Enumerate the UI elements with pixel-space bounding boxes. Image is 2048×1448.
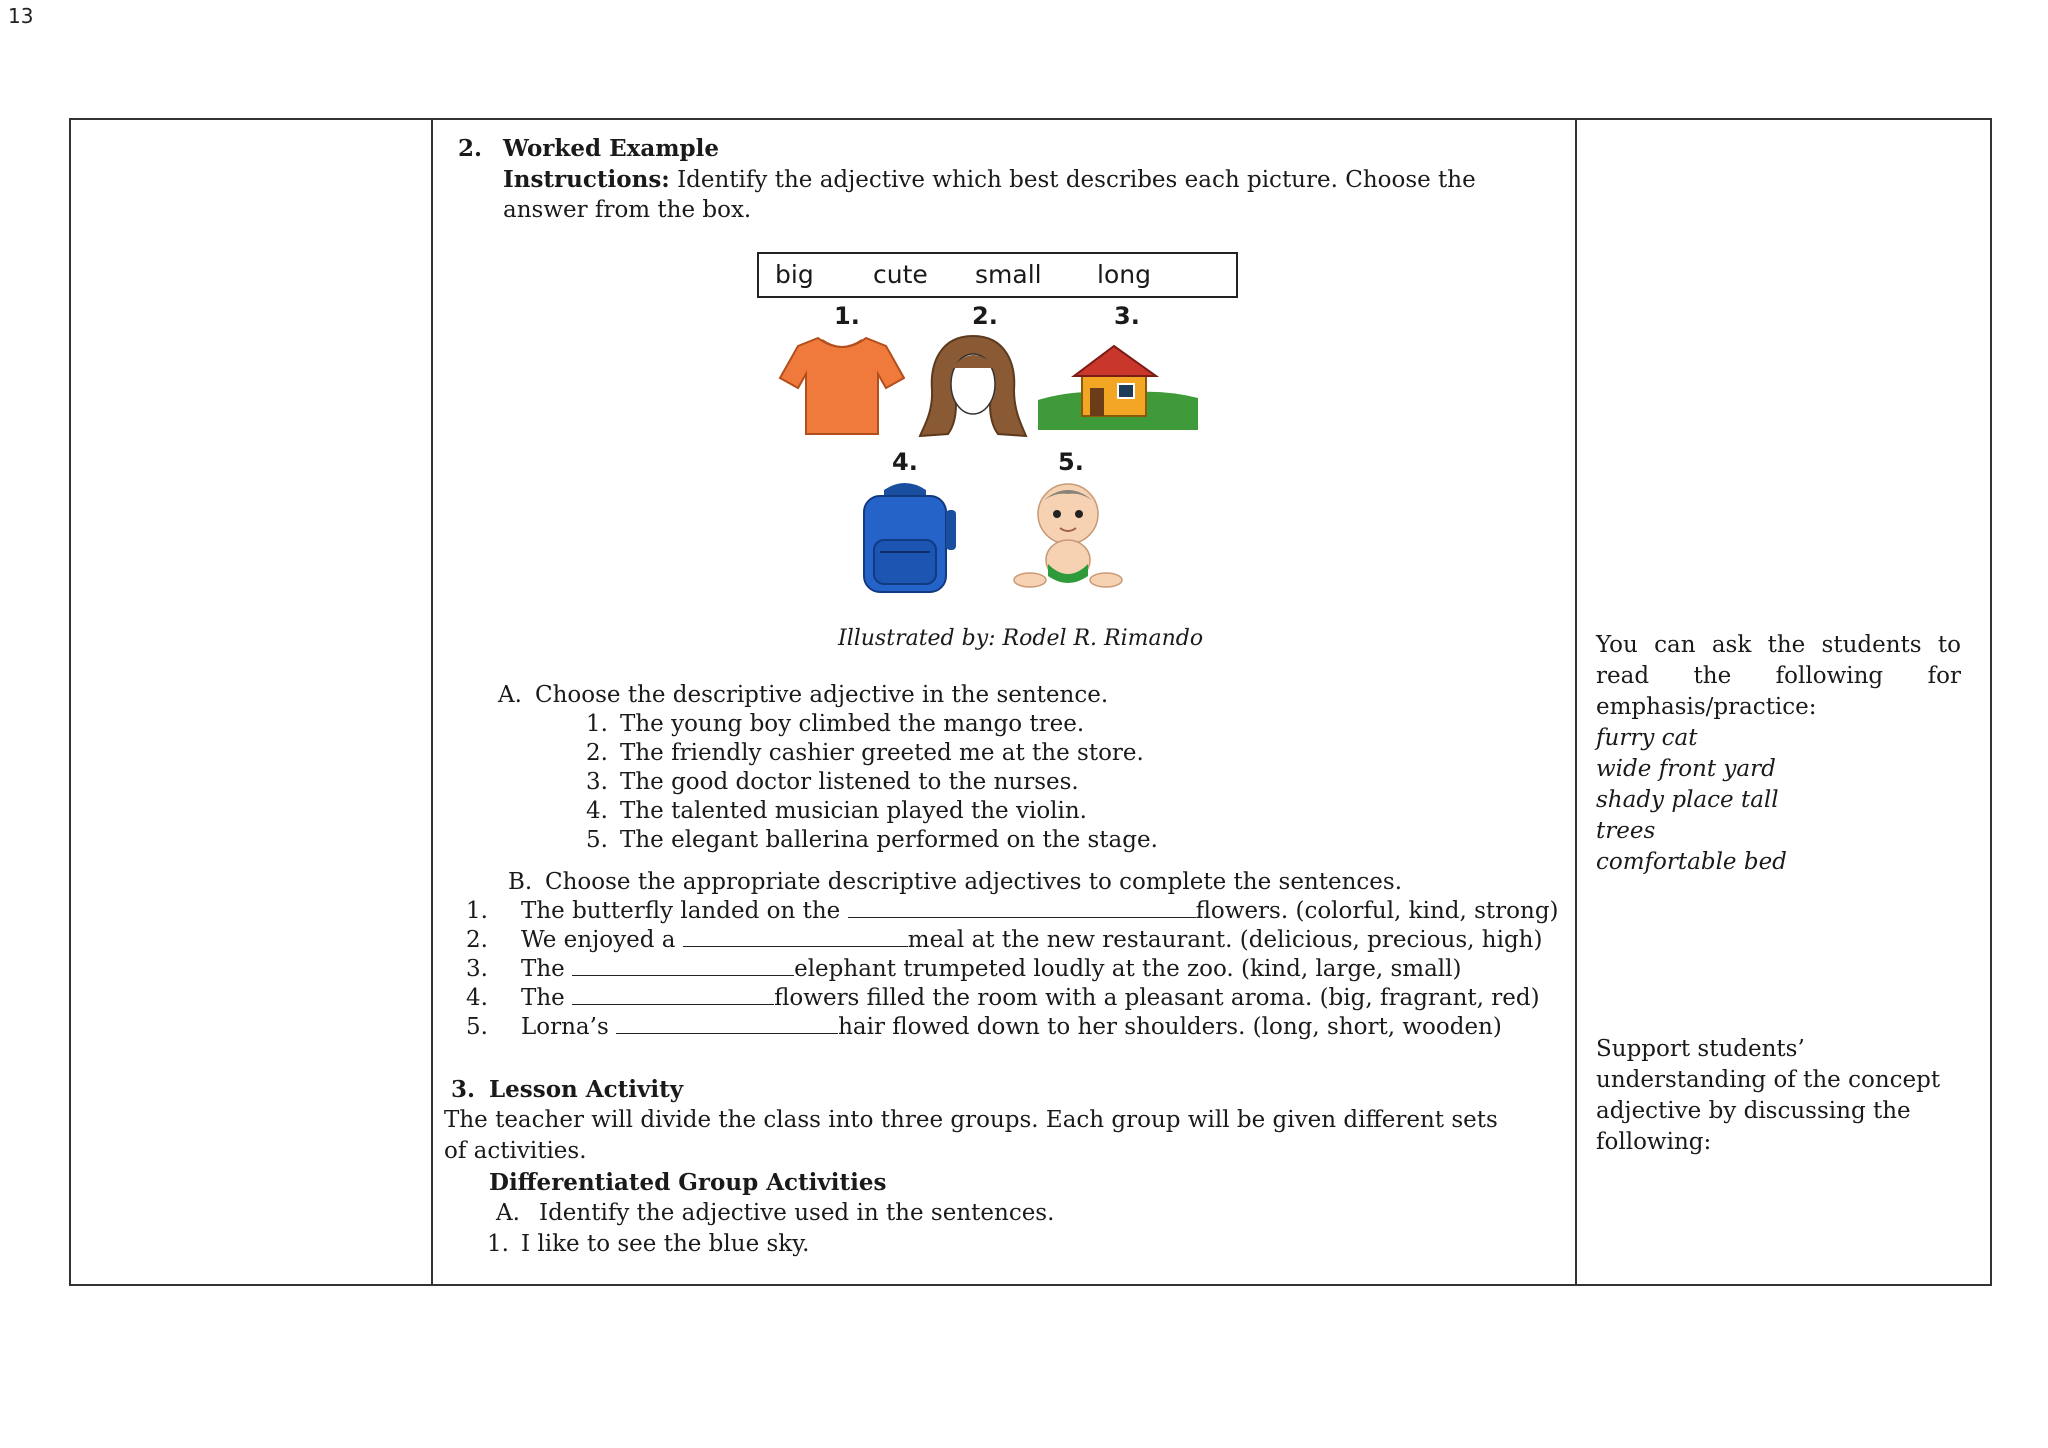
part-b-item-number: 2. <box>466 927 488 953</box>
note-line: following: <box>1596 1129 1712 1155</box>
sentence-start: The <box>521 985 573 1011</box>
instructions-text: Identify the adjective which best describes each picture. Choose the <box>677 167 1476 193</box>
part-b-item <box>521 984 1540 1013</box>
baby-icon <box>1010 480 1126 596</box>
house-icon <box>1038 344 1198 430</box>
picture-number: 2. <box>972 302 998 330</box>
worked-example-number: 2. <box>458 135 483 162</box>
teacher-note-concept <box>1596 1034 1961 1158</box>
part-a-label: A. <box>498 682 522 708</box>
page-number: 13 <box>8 4 34 28</box>
part-a-item: The good doctor listened to the nurses. <box>620 769 1079 795</box>
instructions-line-2: answer from the box. <box>503 197 752 223</box>
column-divider <box>1575 120 1577 1284</box>
answer-blank[interactable] <box>572 955 794 976</box>
sentence-end: elephant trumpeted loudly at the zoo. (kind, large, small) <box>794 956 1462 982</box>
column-divider <box>431 120 433 1284</box>
instructions-line-1 <box>503 165 1476 195</box>
worked-example-title: Worked Example <box>503 135 720 162</box>
hair-icon <box>918 334 1028 438</box>
part-b-item <box>521 1013 1502 1042</box>
word-option: small <box>975 260 1042 289</box>
part-b-item-number: 1. <box>466 898 488 924</box>
part-a-heading: Choose the descriptive adjective in the sentence. <box>535 682 1109 708</box>
part-a-item-number: 1. <box>586 711 608 737</box>
lesson-activity-text: The teacher will divide the class into three groups. Each group will be given different sets <box>444 1107 1498 1133</box>
practice-example: trees <box>1596 818 1656 844</box>
part-a-item: The elegant ballerina performed on the stage. <box>620 827 1158 853</box>
part-b-item <box>521 955 1461 984</box>
lesson-activity-text: of activities. <box>444 1138 587 1164</box>
part-b-item <box>521 897 1559 926</box>
part-b-item <box>521 926 1542 955</box>
activity-item-number: 1. <box>487 1231 509 1257</box>
activity-item: I like to see the blue sky. <box>521 1231 810 1257</box>
part-a-item-number: 2. <box>586 740 608 766</box>
note-line: understanding of the concept <box>1596 1067 1941 1093</box>
activity-a-text: Identify the adjective used in the sentences. <box>539 1200 1055 1226</box>
part-a-item-number: 4. <box>586 798 608 824</box>
part-b-item-number: 3. <box>466 956 488 982</box>
activity-a-label: A. <box>496 1200 520 1226</box>
sentence-end: flowers. (colorful, kind, strong) <box>1195 898 1559 924</box>
picture-number: 1. <box>834 302 860 330</box>
picture-number: 4. <box>892 448 918 476</box>
note-line: You can ask the students to <box>1596 632 1961 658</box>
part-b-item-number: 4. <box>466 985 488 1011</box>
answer-blank[interactable] <box>616 1013 838 1034</box>
note-line: Support students’ <box>1596 1036 1805 1062</box>
practice-example: wide front yard <box>1596 756 1776 782</box>
backpack-icon <box>850 480 960 596</box>
lesson-activity-number: 3. <box>451 1076 476 1103</box>
part-b-item-number: 5. <box>466 1014 488 1040</box>
instructions-label: Instructions: <box>503 166 670 193</box>
note-line: emphasis/practice: <box>1596 694 1817 720</box>
part-a-item: The talented musician played the violin. <box>620 798 1087 824</box>
tshirt-icon <box>778 334 906 438</box>
part-a-item-number: 3. <box>586 769 608 795</box>
word-option: long <box>1097 260 1151 289</box>
answer-blank[interactable] <box>683 926 908 947</box>
illustration-credit: Illustrated by: Rodel R. Rimando <box>838 626 1204 651</box>
word-option: cute <box>873 260 928 289</box>
picture-number: 3. <box>1114 302 1140 330</box>
part-a-item: The friendly cashier greeted me at the store. <box>620 740 1144 766</box>
word-choice-box <box>757 252 1238 298</box>
practice-example: comfortable bed <box>1596 849 1787 875</box>
practice-example: shady place tall <box>1596 787 1779 813</box>
teacher-note-emphasis <box>1596 630 1961 878</box>
group-activities-title: Differentiated Group Activities <box>489 1169 887 1196</box>
part-b-label: B. <box>508 869 533 895</box>
sentence-start: We enjoyed a <box>521 927 683 953</box>
part-b-heading: Choose the appropriate descriptive adjectives to complete the sentences. <box>545 869 1403 895</box>
answer-blank[interactable] <box>848 897 1196 918</box>
lesson-activity-title: Lesson Activity <box>489 1076 684 1103</box>
note-line: read the following for <box>1596 663 1961 689</box>
sentence-end: hair flowed down to her shoulders. (long, short, wooden) <box>838 1014 1502 1040</box>
sentence-end: meal at the new restaurant. (delicious, precious, high) <box>907 927 1543 953</box>
sentence-start: The butterfly landed on the <box>521 898 848 924</box>
part-a-item-number: 5. <box>586 827 608 853</box>
sentence-start: The <box>521 956 573 982</box>
practice-example: furry cat <box>1596 725 1698 751</box>
picture-number: 5. <box>1058 448 1084 476</box>
note-line: adjective by discussing the <box>1596 1098 1911 1124</box>
sentence-start: Lorna’s <box>521 1014 617 1040</box>
word-option: big <box>775 260 814 289</box>
sentence-end: flowers filled the room with a pleasant aroma. (big, fragrant, red) <box>774 985 1540 1011</box>
part-a-item: The young boy climbed the mango tree. <box>620 711 1085 737</box>
answer-blank[interactable] <box>572 984 774 1005</box>
